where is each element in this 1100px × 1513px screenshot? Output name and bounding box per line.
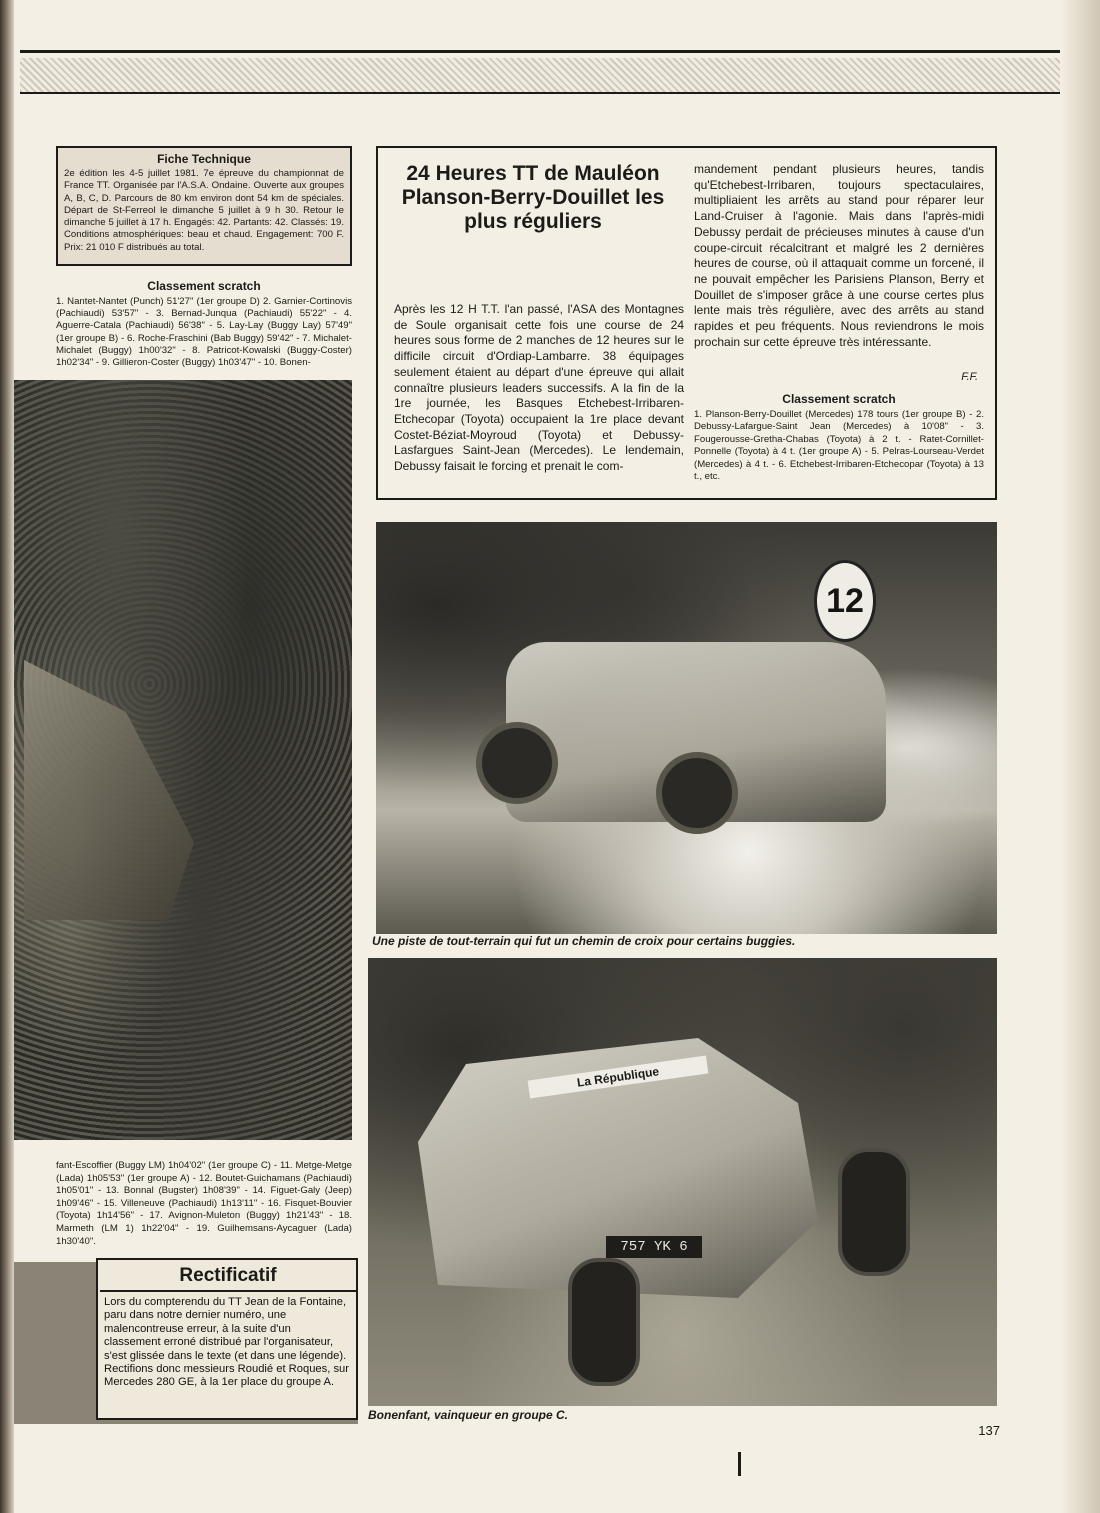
buggy-offroad-photo bbox=[368, 958, 997, 1406]
buggy-water-crossing-photo bbox=[376, 522, 997, 934]
right-classement-title: Classement scratch bbox=[782, 392, 896, 406]
article-column-2: mandement pendant plusieurs heures, tandis qu'Etchebest-Irribaren, toujours spectaculaires, multipliaient les arrêts au stand pour réparer leur Land-Cruiser à l'agonie. Mais dans l'après-midi Debussy perdait de précieuses minutes à cause d'un coupe-circuit récalcitrant et malgré les 2 dernières heures de course, où il attaquait comme un forcené, il ne pouvait empêcher les Parisiens Planson, Berry et Douillet de s'imposer grâce à une course certes plus lente mais très régulière, avec des arrêts au stand rapides et peu fréquents. Nous reviendrons le mois prochain sur cette épreuve très intéressante. bbox=[694, 162, 984, 349]
rectificatif-body: Lors du compterendu du TT Jean de la Fontaine, paru dans notre dernier numéro, une malencontreuse erreur, à la suite d'un classement erroné distribué par l'organisateur, s'est glissée dans le texte (et dans une légende). Rectifions donc messieurs Roudié et Roques, sur Mercedes 280 GE, à la 1er place du groupe A. bbox=[104, 1296, 349, 1389]
rock-slope bbox=[24, 660, 194, 920]
fiche-technique-body: 2e édition les 4-5 juillet 1981. 7e épreuve du championnat de France TT. Organisée par l'A.S.A. Ondaine. Ouverte aux groupes A, B, C, D. Parcours de 80 km environ dont 54 km de spéciales. Départ de St-Ferreol le dimanche 5 juillet à 9 h 30. Retour le dimanche 5 juillet à 17 h. Engagés: 42. Partants: 42. Classés: 19. Conditions atmosphériques: beau et chaud. Engagement: 700 F. Prix: 21 010 F distribués au total. bbox=[64, 168, 344, 253]
sponsor-banner: La République bbox=[528, 1056, 709, 1099]
header-pattern-band bbox=[20, 58, 1060, 92]
buggy-tyre bbox=[568, 1258, 640, 1386]
binding-edge bbox=[0, 0, 14, 1513]
fiche-technique-title: Fiche Technique bbox=[157, 152, 251, 166]
article-signature: F.F. bbox=[961, 371, 978, 383]
print-mark bbox=[738, 1452, 741, 1476]
left-classement-body: 1. Nantet-Nantet (Punch) 51'27" (1er groupe D) 2. Garnier-Cortinovis (Pachiaudi) 53'57" - 3. Bernad-Junqua (Pachiaudi) 55'22" - 4. Aguerre-Catala (Pachiaudi) 56'38" - 5. Lay-Lay (Buggy Lay) 57'49" (1er groupe B) - 6. Roche-Fraschini (Bab Buggy) 59'42" - 7. Michalet-Michalet (Buggy) 1h00'32" - 8. Patricot-Kowalski (Buggy-Coster) 1h02'34" - 9. Gillieron-Coster (Buggy) 1h03'47" - 10. Bonen- bbox=[56, 296, 352, 369]
left-classement-continuation: fant-Escoffier (Buggy LM) 1h04'02" (1er groupe C) - 11. Metge-Metge (Lada) 1h05'53" (1er groupe A) - 12. Boutet-Guichamans (Pachiaudi) 1h05'01" - 13. Bonnal (Bugster) 1h08'39" - 14. Figuet-Galy (Jeep) 1h09'46" - 15. Villeneuve (Pachiaudi) 1h13'11" - 16. Fisquet-Bouvier (Toyota) 1h14'56" - 17. Avignon-Muleton (Buggy) 1h21'43" - 18. Marmeth (LM 1) 1h22'04" - 19. Guilhemsans-Aycaguer (Lada) 1h30'40". bbox=[56, 1160, 352, 1247]
article-column-1: Après les 12 H T.T. l'an passé, l'ASA des Montagnes de Soule organisait cette fois une course de 24 heures sous forme de 2 manches de 12 heures sur le difficile circuit d'Ordiap-Lambarre. 38 équipages seulement étaient au départ d'une épreuve qui allait connaître plusieurs leaders successifs. A la fin de la 1re journée, les Basques Etchebest-Irribaren-Etchecopar (Toyota) occupaient la 1re place devant Costet-Béziat-Moyroud (Toyota) et Debussy-Lasfargues Saint-Jean (Mercedes). Le lendemain, Debussy faisait le forcing et prenait le com- bbox=[394, 302, 684, 474]
header-rule-bottom bbox=[20, 92, 1060, 94]
buggy-tyre bbox=[838, 1148, 910, 1276]
rectificatif-title: Rectificatif bbox=[100, 1262, 356, 1292]
buggy-wheel bbox=[656, 752, 738, 834]
hillside-spectators-photo bbox=[14, 380, 352, 1140]
race-number-plate: 12 bbox=[814, 560, 876, 642]
buggy-wheel bbox=[476, 722, 558, 804]
license-plate: 757 YK 6 bbox=[606, 1236, 702, 1258]
right-classement-body: 1. Planson-Berry-Douillet (Mercedes) 178 tours (1er groupe B) - 2. Debussy-Lafargue-Saint Jean (Mercedes) à 10'08" - 3. Fougerousse-Gretha-Chabas (Toyota) à 2 t. - Ratet-Cornillet-Ponnelle (Toyota) à 4 t. (1er groupe A) - 5. Pelras-Lourseau-Verdet (Mercedes) à 4 t. - 6. Etchebest-Irribaren-Etchecopar (Toyota) à 13 t., etc. bbox=[694, 409, 984, 483]
article-title: 24 Heures TT de Mauléon Planson-Berry-Douillet les plus réguliers bbox=[401, 162, 665, 233]
bottom-photo-caption: Bonenfant, vainqueur en groupe C. bbox=[368, 1408, 569, 1422]
page-fold-edge bbox=[1060, 0, 1100, 1513]
fiche-technique-box bbox=[56, 146, 352, 266]
left-classement-title: Classement scratch bbox=[147, 279, 261, 293]
header-rule bbox=[20, 50, 1060, 53]
top-photo-caption: Une piste de tout-terrain qui fut un chemin de croix pour certains buggies. bbox=[372, 934, 796, 948]
page-number: 137 bbox=[978, 1423, 1000, 1438]
